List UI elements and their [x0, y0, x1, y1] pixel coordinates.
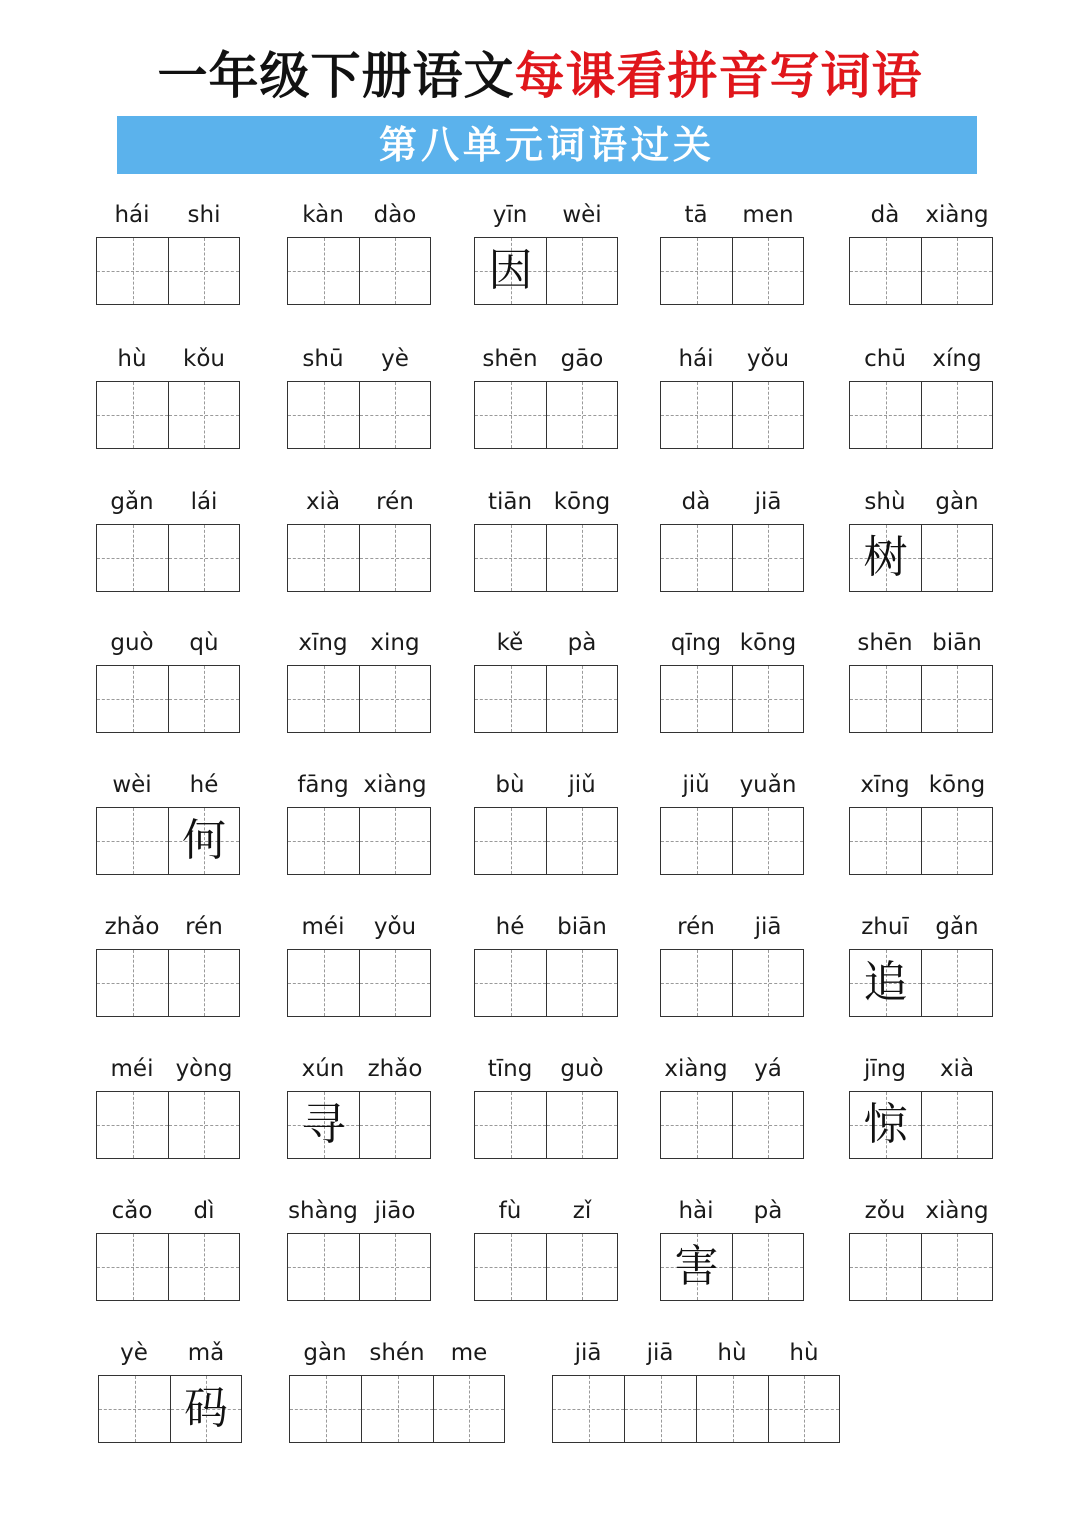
- tianzige-cell[interactable]: [921, 807, 993, 875]
- pinyin-label: wèi: [562, 202, 602, 228]
- tianzige-cell[interactable]: [660, 949, 732, 1017]
- tianzige-cell[interactable]: [287, 949, 359, 1017]
- tianzige-cell[interactable]: [359, 381, 431, 449]
- tianzige-cell[interactable]: [732, 381, 804, 449]
- pinyin-label: xiàng: [925, 202, 989, 228]
- pinyin-label: yòng: [175, 1056, 233, 1082]
- tianzige-cell[interactable]: [732, 665, 804, 733]
- pinyin-label: yá: [754, 1056, 782, 1082]
- pinyin-label: xíng: [932, 346, 982, 372]
- tianzige-cell[interactable]: [849, 665, 921, 733]
- tianzige-cell[interactable]: [287, 665, 359, 733]
- tianzige-cell[interactable]: [96, 1091, 168, 1159]
- pinyin-label: hé: [189, 772, 219, 798]
- tianzige-cell[interactable]: [287, 237, 359, 305]
- tianzige-cell[interactable]: [660, 665, 732, 733]
- tianzige-cell[interactable]: [359, 1233, 431, 1301]
- pinyin-label: kōng: [553, 489, 611, 515]
- pinyin-label: hái: [114, 202, 150, 228]
- pinyin-label: mǎ: [187, 1340, 225, 1366]
- pinyin-label: gǎn: [935, 914, 979, 940]
- pinyin-label: shén: [369, 1340, 425, 1366]
- hint-character: 因: [488, 245, 533, 296]
- pinyin-label: gàn: [935, 489, 979, 515]
- pinyin-label: zhǎo: [367, 1056, 423, 1082]
- pinyin-label: guò: [110, 630, 154, 656]
- hint-character: 惊: [863, 1099, 908, 1150]
- hint-character: 寻: [301, 1099, 346, 1150]
- pinyin-label: fù: [498, 1198, 522, 1224]
- pinyin-label: jiāo: [374, 1198, 416, 1224]
- pinyin-label: lái: [190, 489, 218, 515]
- pinyin-label: jiā: [754, 489, 782, 515]
- tianzige-cell[interactable]: [359, 1091, 431, 1159]
- pinyin-label: yǒu: [373, 914, 417, 940]
- pinyin-label: gǎn: [110, 489, 154, 515]
- tianzige-cell[interactable]: [474, 807, 546, 875]
- tianzige-cell[interactable]: [849, 949, 921, 1017]
- pinyin-label: men: [742, 202, 794, 228]
- tianzige-cell[interactable]: [660, 381, 732, 449]
- pinyin-label: qù: [189, 630, 219, 656]
- pinyin-label: xiàng: [925, 1198, 989, 1224]
- tianzige-cell[interactable]: [96, 381, 168, 449]
- tianzige-cell[interactable]: [474, 524, 546, 592]
- tianzige-cell[interactable]: [546, 949, 618, 1017]
- pinyin-label: jiā: [646, 1340, 674, 1366]
- pinyin-label: dì: [193, 1198, 215, 1224]
- pinyin-label: me: [450, 1340, 488, 1366]
- tianzige-cell[interactable]: [359, 665, 431, 733]
- pinyin-label: biān: [557, 914, 607, 940]
- tianzige-cell[interactable]: [359, 524, 431, 592]
- pinyin-label: shēn: [482, 346, 538, 372]
- pinyin-label: yuǎn: [739, 772, 797, 798]
- tianzige-cell[interactable]: [732, 807, 804, 875]
- pinyin-label: hù: [717, 1340, 747, 1366]
- tianzige-cell[interactable]: [474, 237, 546, 305]
- pinyin-label: shàng: [288, 1198, 358, 1224]
- tianzige-cell[interactable]: [546, 665, 618, 733]
- pinyin-label: xīng: [860, 772, 910, 798]
- pinyin-label: shēn: [857, 630, 913, 656]
- pinyin-label: rén: [677, 914, 715, 940]
- pinyin-label: tīng: [487, 1056, 533, 1082]
- tianzige-cell[interactable]: [361, 1375, 433, 1443]
- pinyin-label: tiān: [487, 489, 533, 515]
- tianzige-cell[interactable]: [96, 524, 168, 592]
- tianzige-cell[interactable]: [287, 381, 359, 449]
- pinyin-label: xing: [370, 630, 420, 656]
- tianzige-cell[interactable]: [168, 1091, 240, 1159]
- pinyin-label: yè: [381, 346, 409, 372]
- tianzige-cell[interactable]: [433, 1375, 505, 1443]
- tianzige-cell[interactable]: [546, 237, 618, 305]
- tianzige-cell[interactable]: [96, 1233, 168, 1301]
- tianzige-cell[interactable]: [474, 949, 546, 1017]
- pinyin-label: gāo: [560, 346, 604, 372]
- hint-character: 何: [182, 815, 226, 866]
- pinyin-label: zǒu: [864, 1198, 906, 1224]
- tianzige-cell[interactable]: [546, 807, 618, 875]
- pinyin-label: pà: [567, 630, 597, 656]
- tianzige-cell[interactable]: [359, 949, 431, 1017]
- pinyin-label: hù: [117, 346, 147, 372]
- pinyin-label: méi: [301, 914, 345, 940]
- tianzige-cell[interactable]: [849, 524, 921, 592]
- tianzige-cell[interactable]: [660, 807, 732, 875]
- tianzige-cell[interactable]: [732, 949, 804, 1017]
- tianzige-cell[interactable]: [660, 1233, 732, 1301]
- pinyin-label: wèi: [112, 772, 152, 798]
- tianzige-cell[interactable]: [921, 1091, 993, 1159]
- pinyin-label: kǒu: [183, 346, 225, 372]
- pinyin-label: gàn: [303, 1340, 347, 1366]
- tianzige-cell[interactable]: [732, 1233, 804, 1301]
- pinyin-label: zhuī: [861, 914, 909, 940]
- tianzige-cell[interactable]: [96, 807, 168, 875]
- tianzige-cell[interactable]: [96, 665, 168, 733]
- pinyin-label: guò: [560, 1056, 604, 1082]
- unit-banner: 第八单元词语过关: [117, 116, 977, 174]
- pinyin-label: shi: [187, 202, 221, 228]
- pinyin-label: rén: [376, 489, 414, 515]
- tianzige-cell[interactable]: [168, 807, 240, 875]
- tianzige-cell[interactable]: [359, 237, 431, 305]
- tianzige-cell[interactable]: [474, 381, 546, 449]
- pinyin-label: kōng: [928, 772, 986, 798]
- tianzige-cell[interactable]: [287, 1233, 359, 1301]
- pinyin-label: yè: [120, 1340, 148, 1366]
- tianzige-cell[interactable]: [732, 524, 804, 592]
- tianzige-cell[interactable]: [849, 1091, 921, 1159]
- tianzige-cell[interactable]: [287, 807, 359, 875]
- pinyin-label: shù: [864, 489, 906, 515]
- pinyin-label: méi: [110, 1056, 154, 1082]
- tianzige-cell[interactable]: [287, 1091, 359, 1159]
- pinyin-label: kàn: [302, 202, 344, 228]
- pinyin-label: xià: [305, 489, 341, 515]
- tianzige-cell[interactable]: [474, 665, 546, 733]
- tianzige-cell[interactable]: [849, 381, 921, 449]
- pinyin-label: biān: [932, 630, 982, 656]
- tianzige-cell[interactable]: [921, 949, 993, 1017]
- pinyin-label: xiàng: [664, 1056, 728, 1082]
- tianzige-cell[interactable]: [732, 237, 804, 305]
- pinyin-label: jīng: [864, 1056, 906, 1082]
- tianzige-cell[interactable]: [921, 524, 993, 592]
- tianzige-cell[interactable]: [546, 1233, 618, 1301]
- pinyin-label: hù: [789, 1340, 819, 1366]
- tianzige-cell[interactable]: [696, 1375, 768, 1443]
- tianzige-cell[interactable]: [168, 237, 240, 305]
- pinyin-label: dà: [870, 202, 900, 228]
- pinyin-label: jiǔ: [568, 772, 596, 798]
- tianzige-cell[interactable]: [921, 1233, 993, 1301]
- tianzige-cell[interactable]: [289, 1375, 361, 1443]
- pinyin-label: dào: [373, 202, 417, 228]
- pinyin-label: xīng: [298, 630, 348, 656]
- pinyin-label: kōng: [739, 630, 797, 656]
- pinyin-label: xià: [939, 1056, 975, 1082]
- pinyin-label: zǐ: [572, 1198, 592, 1224]
- tianzige-cell[interactable]: [546, 524, 618, 592]
- tianzige-cell[interactable]: [660, 237, 732, 305]
- hint-character: 树: [863, 532, 908, 583]
- pinyin-label: chū: [864, 346, 906, 372]
- tianzige-cell[interactable]: [849, 237, 921, 305]
- title-black-part: 一年级下册语文: [157, 46, 515, 105]
- pinyin-label: xiàng: [363, 772, 427, 798]
- pinyin-label: rén: [185, 914, 223, 940]
- tianzige-cell[interactable]: [168, 524, 240, 592]
- tianzige-cell[interactable]: [921, 237, 993, 305]
- pinyin-label: dà: [681, 489, 711, 515]
- tianzige-cell[interactable]: [96, 237, 168, 305]
- hint-character: 害: [674, 1241, 719, 1292]
- pinyin-label: xún: [301, 1056, 345, 1082]
- tianzige-cell[interactable]: [168, 1233, 240, 1301]
- pinyin-label: hé: [495, 914, 525, 940]
- tianzige-cell[interactable]: [98, 1375, 170, 1443]
- pinyin-label: hài: [678, 1198, 714, 1224]
- pinyin-label: pà: [753, 1198, 783, 1224]
- tianzige-cell[interactable]: [287, 524, 359, 592]
- tianzige-cell[interactable]: [660, 1091, 732, 1159]
- pinyin-label: jiā: [574, 1340, 602, 1366]
- title-red-part: 每课看拼音写词语: [514, 46, 923, 105]
- pinyin-label: hái: [678, 346, 714, 372]
- tianzige-cell[interactable]: [552, 1375, 624, 1443]
- pinyin-label: kě: [496, 630, 524, 656]
- tianzige-cell[interactable]: [849, 1233, 921, 1301]
- tianzige-cell[interactable]: [732, 1091, 804, 1159]
- pinyin-label: fāng: [297, 772, 349, 798]
- tianzige-cell[interactable]: [921, 381, 993, 449]
- tianzige-cell[interactable]: [474, 1091, 546, 1159]
- tianzige-cell[interactable]: [768, 1375, 840, 1443]
- pinyin-label: jiā: [754, 914, 782, 940]
- hint-character: 追: [863, 957, 908, 1008]
- pinyin-label: shū: [302, 346, 344, 372]
- tianzige-cell[interactable]: [546, 1091, 618, 1159]
- pinyin-label: yīn: [492, 202, 528, 228]
- tianzige-cell[interactable]: [96, 949, 168, 1017]
- pinyin-label: tā: [684, 202, 708, 228]
- tianzige-cell[interactable]: [624, 1375, 696, 1443]
- pinyin-label: jiǔ: [682, 772, 710, 798]
- tianzige-cell[interactable]: [168, 949, 240, 1017]
- tianzige-cell[interactable]: [849, 807, 921, 875]
- pinyin-label: qīng: [670, 630, 722, 656]
- tianzige-cell[interactable]: [921, 665, 993, 733]
- hint-character: 码: [184, 1383, 228, 1434]
- tianzige-cell[interactable]: [170, 1375, 242, 1443]
- pinyin-label: bù: [495, 772, 525, 798]
- tianzige-cell[interactable]: [168, 381, 240, 449]
- pinyin-label: cǎo: [111, 1198, 153, 1224]
- pinyin-label: yǒu: [746, 346, 790, 372]
- tianzige-cell[interactable]: [474, 1233, 546, 1301]
- tianzige-cell[interactable]: [660, 524, 732, 592]
- tianzige-cell[interactable]: [168, 665, 240, 733]
- pinyin-label: zhǎo: [104, 914, 160, 940]
- tianzige-cell[interactable]: [359, 807, 431, 875]
- tianzige-cell[interactable]: [546, 381, 618, 449]
